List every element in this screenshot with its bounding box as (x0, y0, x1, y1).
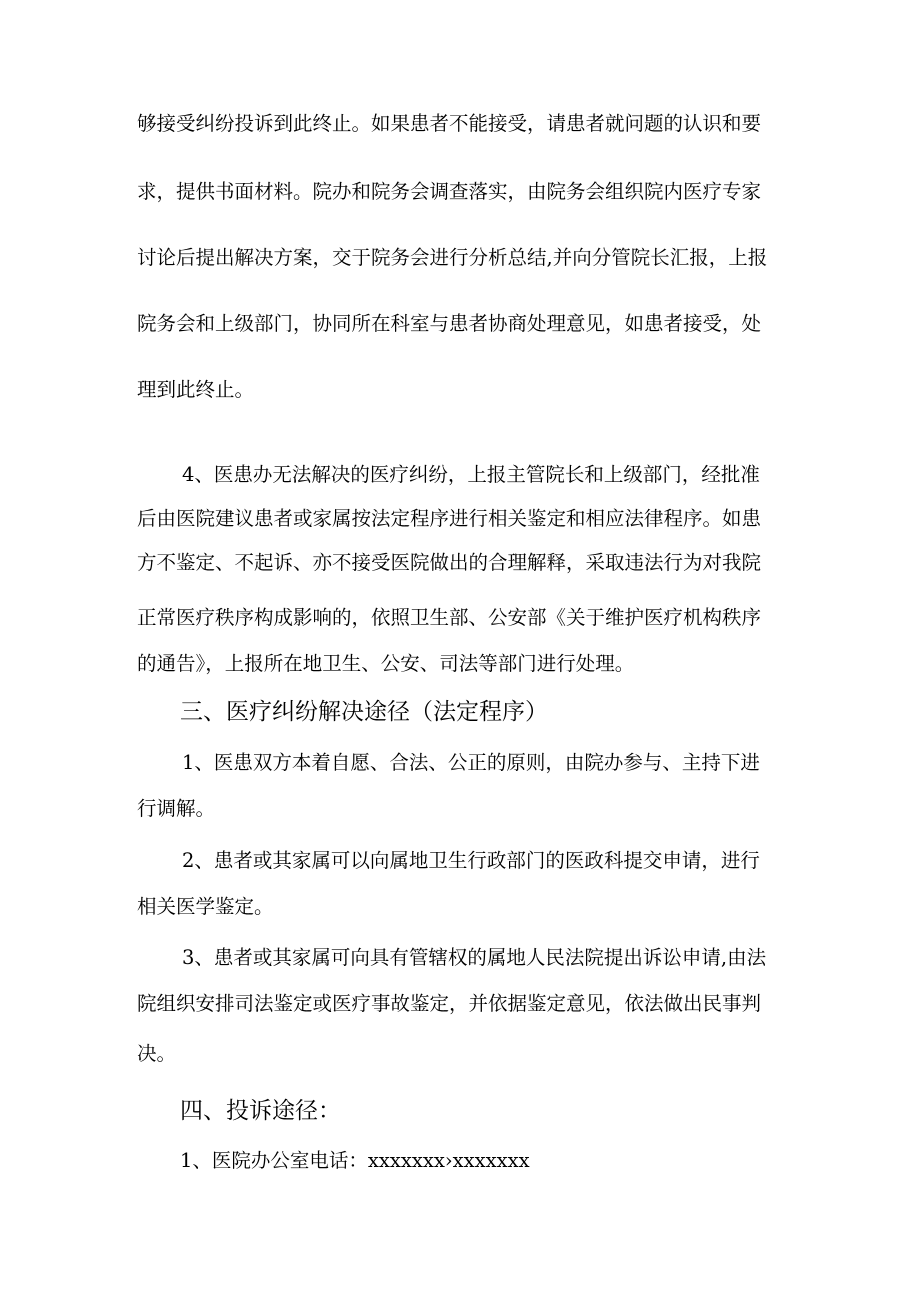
text-line: 的通告》，上报所在地卫生、公安、司法等部门进行处理。 (137, 652, 635, 675)
text-line: 4、医患办无法解决的医疗纠纷，上报主管院长和上级部门，经批准 (182, 463, 760, 486)
text-line: 决。 (137, 1042, 177, 1065)
text-line: 正常医疗秩序构成影响的，依照卫生部、公安部《关于维护医疗机构秩序 (137, 606, 762, 629)
text-line: 1、医患双方本着自愿、合法、公正的原则，由院办参与、主持下进 (182, 751, 760, 774)
text-line: 院务会和上级部门，协同所在科室与患者协商处理意见，如患者接受，处 (137, 312, 762, 335)
text-line: 行调解。 (137, 797, 216, 820)
text-line: 理到此终止。 (137, 378, 255, 401)
text-line: 2、患者或其家属可以向属地卫生行政部门的医政科提交申请，进行 (182, 849, 760, 872)
text-line: 够接受纠纷投诉到此终止。如果患者不能接受，请患者就问题的认识和要 (137, 112, 762, 135)
section-4-item-1: 1、医院办公室电话：xxxxxxx›xxxxxxx (180, 1149, 530, 1172)
text-line: 3、患者或其家属可向具有管辖权的属地人民法院提出诉讼申请,由法 (182, 946, 767, 969)
text-line: 后由医院建议患者或家属按法定程序进行相关鉴定和相应法律程序。如患 (137, 507, 762, 530)
section-3-heading: 三、医疗纠纷解决途径（法定程序） (180, 699, 548, 725)
text-line: 方不鉴定、不起诉、亦不接受医院做出的合理解释，采取违法行为对我院 (137, 551, 762, 574)
text-line: 讨论后提出解决方案，交于院务会进行分析总结,并向分管院长汇报，上报 (137, 246, 768, 269)
text-line: 求，提供书面材料。院办和院务会调查落实，由院务会组织院内医疗专家 (137, 180, 762, 203)
text-line: 院组织安排司法鉴定或医疗事故鉴定，并依据鉴定意见，依法做出民事判 (137, 992, 762, 1015)
text-line: 相关医学鉴定。 (137, 895, 274, 918)
section-4-heading: 四、投诉途径： (180, 1098, 341, 1124)
